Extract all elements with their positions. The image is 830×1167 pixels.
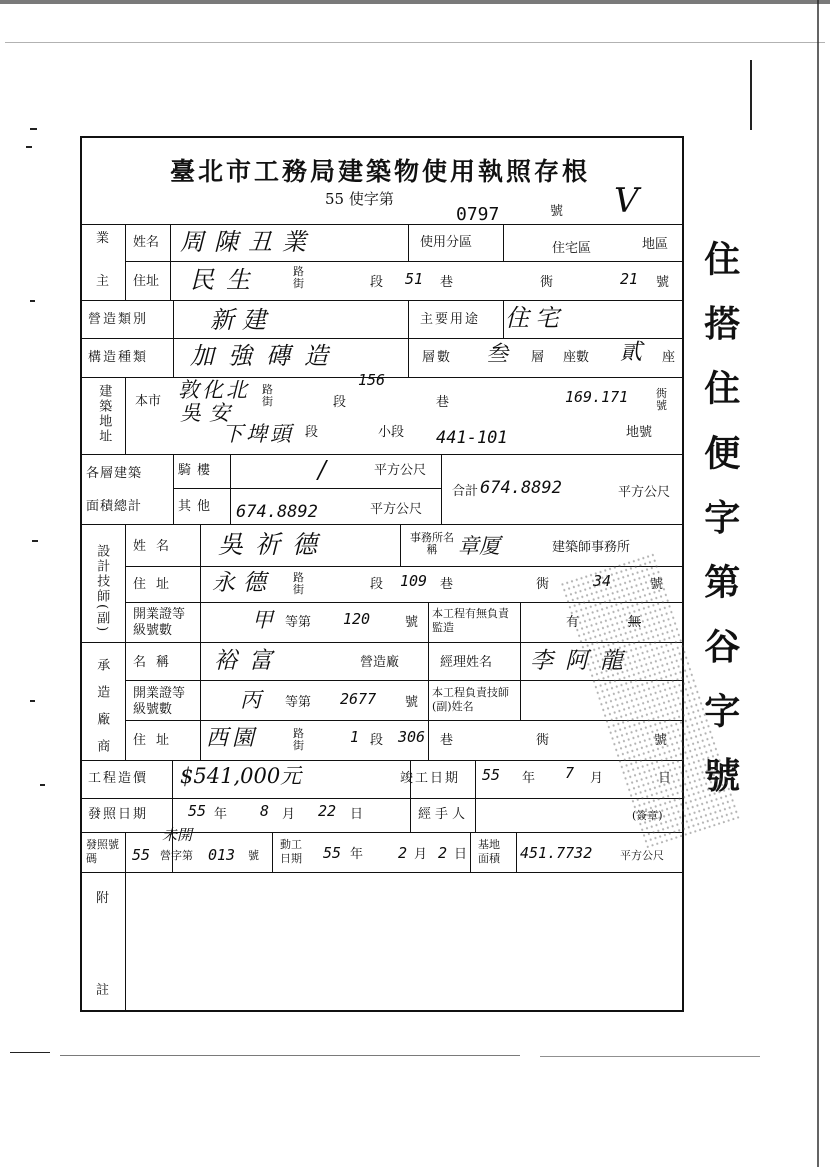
floors-value: 叁 (486, 342, 509, 367)
issue-year: 55 (188, 802, 207, 820)
issue-day: 22 (318, 802, 337, 820)
issue-month: 8 (260, 802, 270, 820)
start-year: 55 (323, 844, 342, 862)
base-area-unit: 平方公尺 (620, 849, 664, 862)
other-area-value: 674.8892 (236, 502, 318, 522)
main-use-value: 住宅 (505, 304, 565, 332)
designer-name-label: 姓名 (133, 539, 180, 554)
issue-date-label: 發照日期 (88, 807, 149, 822)
designer-office-value: 章厦 (458, 534, 500, 558)
designer-office-label: 事務所名稱 (410, 531, 454, 557)
contractor-lane-value: 306 (398, 728, 426, 746)
designer-cert-no-label: 號 (405, 615, 419, 630)
designer-name-value: 吳祈德 (218, 530, 330, 559)
completion-year-label: 年 (522, 771, 536, 786)
start-date-label: 動工日期 (280, 838, 302, 865)
total-area-unit: 平方公尺 (618, 485, 671, 500)
designer-cert-label: 開業證等級號數 (133, 607, 186, 639)
completion-year: 55 (482, 766, 501, 784)
owner-name-label: 姓名 (133, 235, 160, 250)
start-month-label: 月 (414, 847, 428, 862)
site-road-label: 路街 (262, 383, 273, 408)
designer-cert-no: 120 (343, 610, 371, 628)
supervise-no: 無 (628, 615, 642, 630)
completion-month: 7 (565, 764, 575, 782)
designer-alley-label: 衖 (536, 577, 550, 592)
arcade-label: 騎樓 (178, 463, 217, 478)
site-no-value: 169.171 (565, 388, 629, 406)
site-district: 吳安 (180, 401, 238, 425)
contractor-section-label: 段 (370, 733, 384, 748)
contractor-section-value: 1 (350, 728, 360, 746)
designer-cert-grade: 甲 (252, 608, 273, 632)
arcade-value: / (318, 456, 327, 484)
owner-lane-label: 巷 (440, 275, 454, 290)
base-area-value: 451.7732 (520, 844, 593, 862)
area-label-bottom: 面積總計 (86, 499, 143, 514)
cost-label: 工程造價 (88, 771, 149, 786)
site-section-no: 156 (358, 371, 386, 389)
contractor-side-label: 承造廠商 (94, 658, 110, 766)
contractor-lane-label: 巷 (440, 733, 454, 748)
arcade-unit: 平方公尺 (374, 463, 427, 478)
construction-type-value: 新建 (210, 306, 274, 334)
base-area-label: 基地面積 (478, 838, 500, 865)
designer-section-label: 段 (370, 577, 384, 592)
floors-label: 層數 (422, 350, 453, 365)
site-locality: 下埤頭 (222, 422, 294, 446)
completion-label: 竣工日期 (400, 771, 461, 786)
serial-prefix: 55 使字第 (325, 190, 394, 208)
supervise-yes: 有 (566, 615, 580, 630)
designer-no-label: 號 (650, 577, 664, 592)
zone-suffix: 地區 (642, 237, 669, 252)
site-alley-no-label: 衖號 (656, 387, 667, 412)
designer-side-label: 設計技師(副) (94, 544, 110, 634)
permit-no-label: 號 (248, 849, 259, 862)
site-city-label: 本市 (135, 394, 162, 409)
issue-day-label: 日 (350, 807, 364, 822)
contractor-cert-no: 2677 (340, 690, 377, 708)
contractor-alley-label: 衖 (536, 733, 550, 748)
floors-unit: 層 (531, 350, 545, 365)
manager-value: 李阿龍 (530, 648, 635, 674)
issue-month-label: 月 (282, 807, 296, 822)
check-mark: V (614, 181, 639, 221)
start-day: 2 (438, 844, 448, 862)
owner-alley-label: 衖 (540, 275, 554, 290)
serial-number: 0797 (456, 204, 500, 225)
owner-side-label-bottom: 主 (96, 274, 110, 289)
site-subsection-label: 小段 (378, 425, 405, 440)
owner-addr-street: 民生 (190, 266, 262, 294)
site-locality-suffix: 段 (305, 425, 319, 440)
manager-label: 經理姓名 (440, 655, 493, 670)
designer-office-suffix: 建築師事務所 (552, 540, 631, 555)
designer-road-label: 路街 (293, 571, 304, 596)
handler-label: 經手人 (418, 807, 470, 822)
structure-value: 加強磚造 (190, 342, 342, 370)
site-lot-value: 441-101 (436, 428, 508, 448)
construction-type-label: 營造類別 (88, 312, 149, 327)
completion-day-label: 日 (658, 771, 672, 786)
owner-road-label: 路街 (293, 265, 304, 290)
contractor-name-value: 裕富 (214, 648, 284, 674)
permit-extra: 未開 (162, 826, 193, 844)
sign-label: (簽章) (632, 809, 663, 822)
blocks-value: 貳 (620, 340, 643, 365)
start-day-label: 日 (454, 847, 468, 862)
designer-addr-label: 住址 (133, 577, 180, 592)
contractor-cert-grade-label: 等第 (285, 695, 312, 710)
blocks-label: 座數 (563, 350, 590, 365)
area-label-top: 各層建築 (86, 466, 143, 481)
other-area-label: 其他 (178, 499, 217, 514)
issue-year-label: 年 (214, 807, 228, 822)
contractor-addr-label: 住址 (133, 733, 180, 748)
permit-type-label: 營字第 (160, 849, 193, 862)
contractor-addr-road: 西園 (206, 726, 259, 751)
main-use-label: 主要用途 (420, 312, 481, 327)
permit-prefix: 55 (132, 846, 151, 864)
owner-no-label: 號 (656, 275, 670, 290)
designer-cert-grade-label: 等第 (285, 615, 312, 630)
other-area-unit: 平方公尺 (370, 502, 423, 517)
contractor-cert-label: 開業證等級號數 (133, 686, 186, 718)
contractor-name-label: 名稱 (133, 655, 180, 670)
remarks-label-top: 附 (96, 891, 110, 906)
owner-name-value: 周陳丑業 (180, 228, 316, 256)
owner-section-label: 段 (370, 275, 384, 290)
start-year-label: 年 (350, 847, 364, 862)
completion-month-label: 月 (590, 771, 604, 786)
document-title: 臺北市工務局建築物使用執照存根 (169, 157, 590, 186)
designer-no-value: 34 (593, 572, 612, 590)
contractor-no-label: 號 (654, 733, 668, 748)
edge-stamp: 住 搭 住 便 字 第 谷 字 號 (698, 240, 741, 801)
total-area-value: 674.8892 (480, 478, 562, 498)
owner-lane-value: 51 (405, 270, 424, 288)
supervise-label: 本工程有無負責監造 (432, 607, 509, 635)
owner-addr-label: 住址 (133, 274, 160, 289)
designer-lane-label: 巷 (440, 577, 454, 592)
designer-addr-road: 永德 (212, 570, 274, 596)
site-side-label: 建築地址 (96, 384, 112, 444)
owner-side-label-top: 業 (96, 231, 110, 246)
permit-label: 發照號碼 (86, 838, 119, 865)
site-lane-label: 巷 (436, 395, 450, 410)
start-month: 2 (398, 844, 408, 862)
contractor-name-suffix: 營造廠 (360, 655, 400, 670)
contractor-road-label: 路街 (293, 727, 304, 752)
structure-label: 構造種類 (88, 350, 149, 365)
serial-suffix: 號 (550, 204, 564, 219)
cost-value: $541,000元 (180, 764, 302, 788)
site-section-label: 段 (333, 395, 347, 410)
total-area-label: 合計 (452, 484, 479, 499)
contractor-cert-grade: 丙 (240, 688, 261, 712)
site-road: 敦化北 (178, 378, 250, 402)
designer-lane-value: 109 (400, 572, 428, 590)
contractor-tech-label: 本工程負責技師(副)姓名 (432, 686, 509, 714)
blocks-unit: 座 (662, 350, 676, 365)
contractor-cert-no-label: 號 (405, 695, 419, 710)
site-lot-label: 地號 (626, 425, 653, 440)
permit-no-value: 013 (208, 846, 236, 864)
zone-value: 住宅區 (552, 241, 592, 256)
zone-label: 使用分區 (420, 235, 473, 250)
owner-no-value: 21 (620, 270, 639, 288)
remarks-label-bottom: 註 (96, 983, 110, 998)
